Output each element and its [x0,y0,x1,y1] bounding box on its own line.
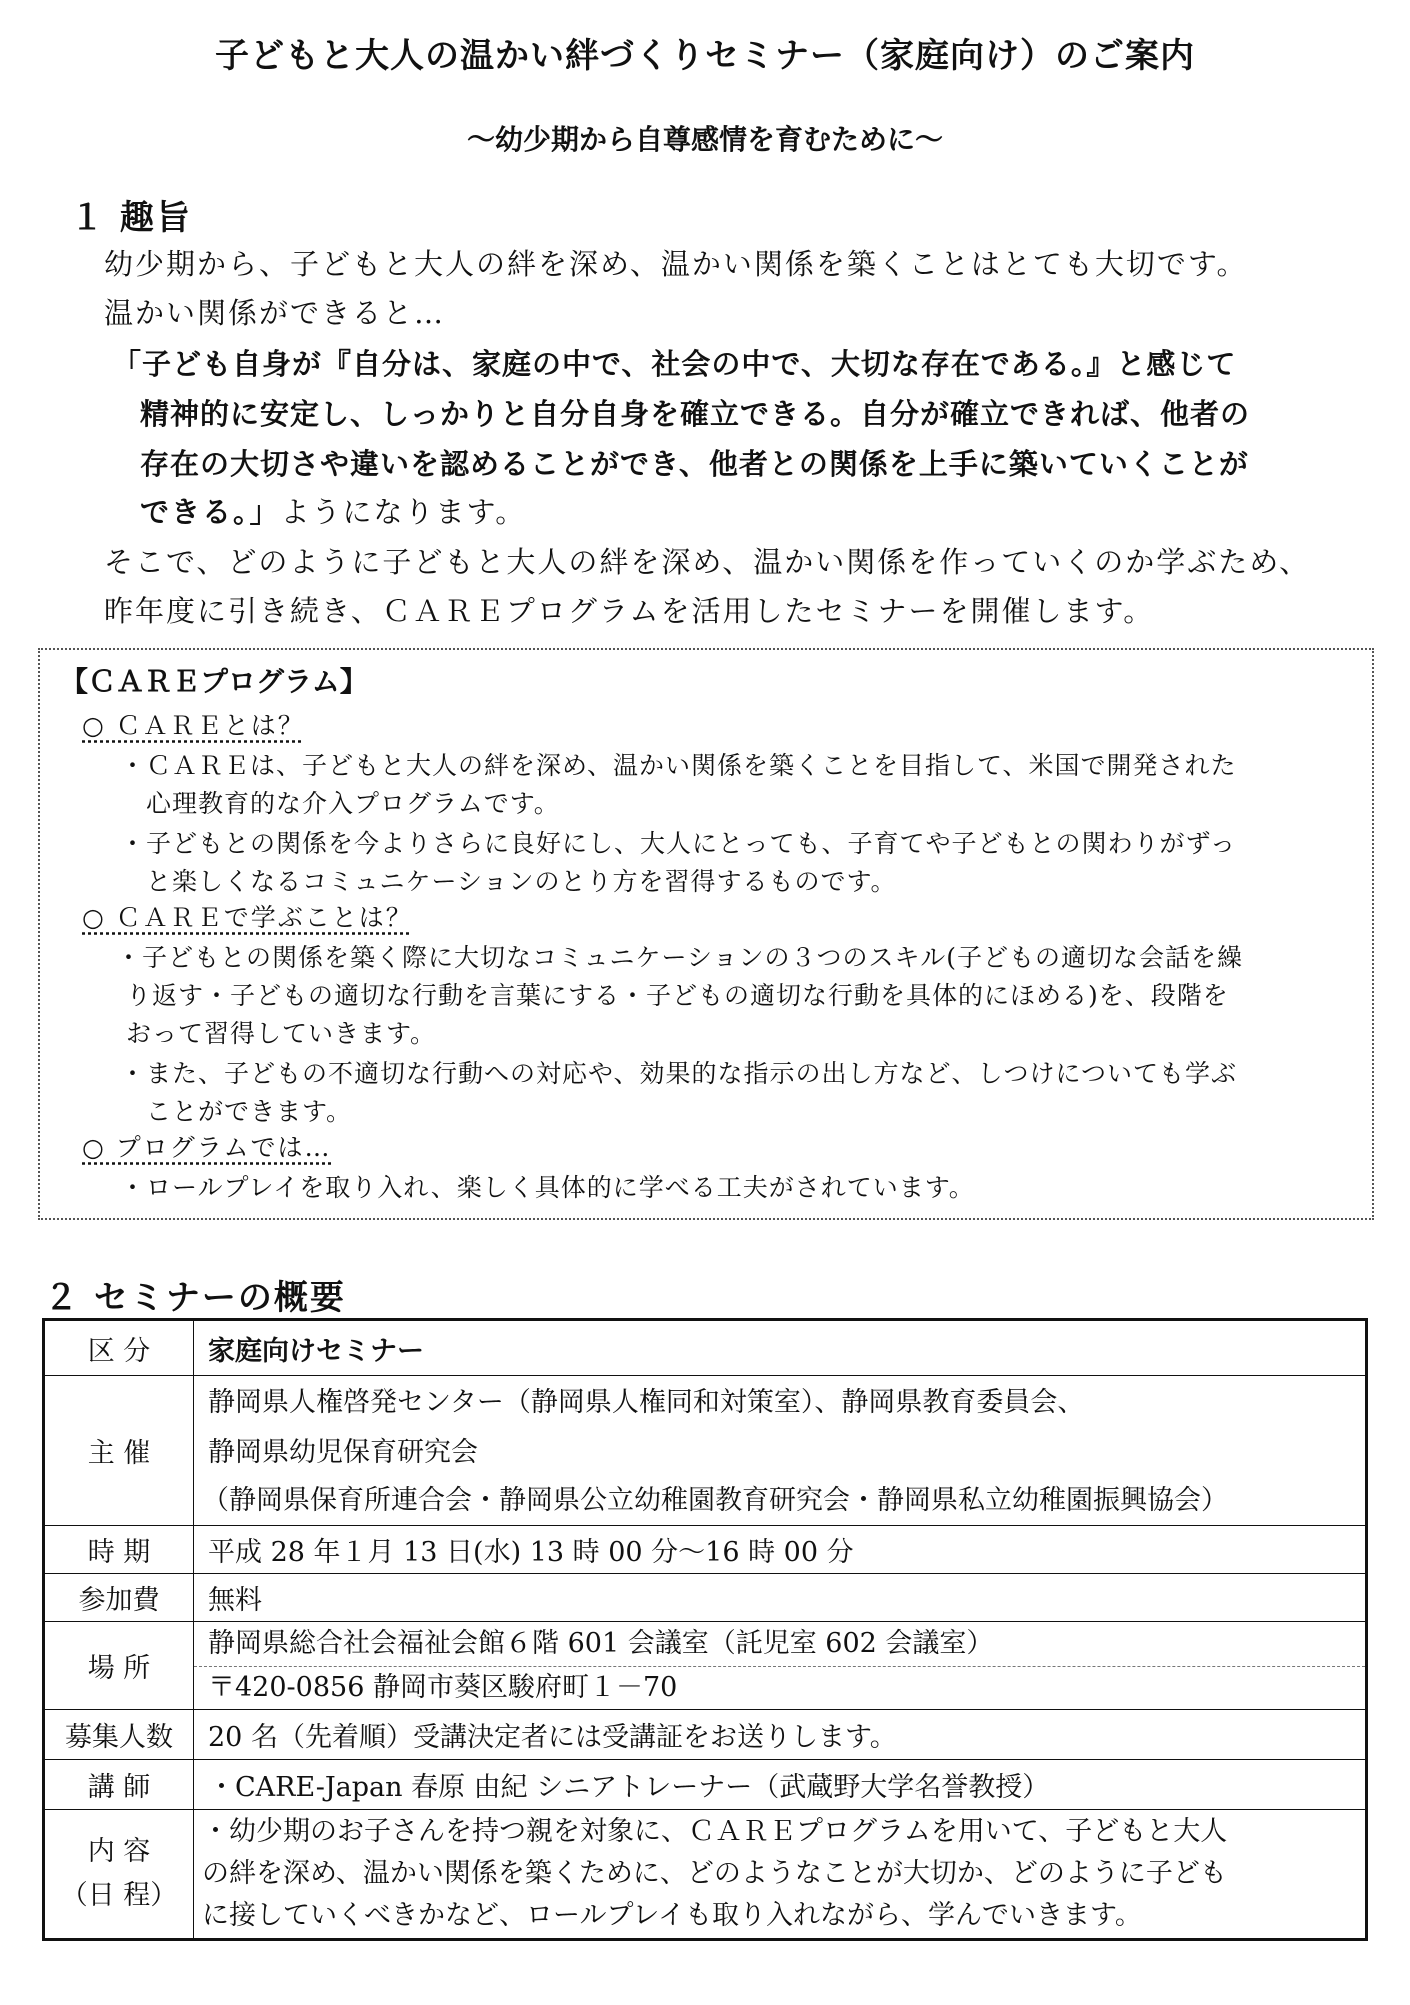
table-label-cell [44,1760,194,1810]
table-value-cell [194,1376,1367,1526]
section-heading-overview: ２ セミナーの概要 [44,1278,346,1318]
value-boshu: 20 名（先着順）受講決定者には受講証をお送りします。 [208,1722,897,1753]
label-shusai: 主 催 [87,1438,151,1469]
value-shusai-line: （静岡県保育所連合会・静岡県公立幼稚園教育研究会・静岡県私立幼稚園振興協会） [202,1484,1228,1516]
table-row [44,1760,1367,1810]
purpose-line: ようになります。 [280,495,527,529]
table-label-cell [44,1574,194,1622]
table-row [44,1526,1367,1574]
purpose-line: 温かい関係ができると… [104,296,446,330]
purpose-quote-line: できる。」 [140,495,281,529]
purpose-line: 幼少期から、子どもと大人の絆を深め、温かい関係を築くことはとても大切です。 [104,247,1248,281]
table-value-cell [194,1710,1367,1760]
value-basho-line: 静岡県総合社会福祉会館６階 601 会議室（託児室 602 会議室） [208,1628,994,1659]
page-subtitle: ～幼少期から自尊感情を育むために～ [466,123,943,156]
label-basho: 場 所 [87,1653,151,1684]
label-koshi: 講 師 [87,1772,151,1803]
table-label-cell [44,1810,194,1940]
purpose-line: そこで、どのように子どもと大人の絆を深め、温かい関係を作っていくのか学ぶため、 [104,545,1311,579]
table-row [44,1710,1367,1760]
care-bullet: ・また、子どもの不適切な行動への対応や、効果的な指示の出し方など、しつけについても学ぶ [120,1059,1238,1088]
table-label-cell [44,1710,194,1760]
value-koshi: ・CARE-Japan 春原 由紀 シニアトレーナー（武蔵野大学名誉教授） [208,1772,1050,1803]
value-naiyo-line: の絆を深め、温かい関係を築くために、どのようなことが大切か、どのように子ども [202,1858,1227,1889]
purpose-quote-end [140,490,526,531]
value-sankahi: 無料 [208,1585,262,1616]
table-value-cell [194,1810,1367,1940]
label-nittei: （日 程） [60,1880,178,1911]
care-bullet: ・子どもとの関係を築く際に大切なコミュニケーションの３つのスキル(子どもの適切な会話を繰 [116,943,1244,972]
care-question: ○ プログラムでは… [82,1133,332,1162]
table-label-cell [44,1320,194,1376]
care-bullet: ・子どもとの関係を今よりさらに良好にし、大人にとっても、子育てや子どもとの関わりがずっ [120,829,1237,858]
table-value-cell [194,1622,1367,1710]
section-heading-purpose: １ 趣旨 [70,198,192,238]
table-label-cell [44,1526,194,1574]
table-row [44,1622,1367,1710]
table-row [44,1320,1367,1376]
care-program-title: 【ＣＡＲＥプログラム】 [60,665,368,698]
value-jiki: 平成 28 年１月 13 日(水) 13 時 00 分～16 時 00 分 [208,1537,854,1568]
table-label-cell [44,1622,194,1710]
label-kubun: 区 分 [87,1335,151,1367]
table-row [44,1376,1367,1526]
purpose-quote-line: 「子ども自身が『自分は、家庭の中で、社会の中で、大切な存在である。』と感じて [112,347,1237,381]
value-naiyo-line: ・幼少期のお子さんを持つ親を対象に、ＣＡＲＥプログラムを用いて、子どもと大人 [202,1816,1228,1847]
table-value-cell [194,1526,1367,1574]
label-boshu: 募集人数 [65,1722,173,1753]
value-kubun: 家庭向けセミナー [208,1335,424,1367]
label-naiyo: 内 容 [87,1836,151,1867]
care-question: ○ ＣＡＲＥとは？ [82,711,305,740]
table-value-cell [194,1760,1367,1810]
care-bullet: ・ＣＡＲＥは、子どもと大人の絆を深め、温かい関係を築くことを目指して、米国で開発された [120,751,1237,780]
care-bullet: と楽しくなるコミュニケーションのとり方を習得するものです。 [146,867,897,896]
page-title: 子どもと大人の温かい絆づくりセミナー（家庭向け）のご案内 [215,36,1195,76]
table-row [44,1574,1367,1622]
care-bullet: おって習得していきます。 [126,1019,437,1048]
care-bullet: 心理教育的な介入プログラムです。 [146,789,560,818]
care-question: ○ ＣＡＲＥで学ぶことは？ [82,903,413,932]
table-value-cell [194,1320,1367,1376]
care-bullet: ことができます。 [146,1097,353,1126]
table-label-cell [44,1376,194,1526]
label-jiki: 時 期 [87,1537,151,1568]
table-value-cell [194,1574,1367,1622]
care-bullet: ・ロールプレイを取り入れ、楽しく具体的に学べる工夫がされています。 [120,1173,975,1202]
value-shusai-line: 静岡県人権啓発センター（静岡県人権同和対策室）、静岡県教育委員会、 [208,1386,1085,1418]
table-row [44,1810,1367,1940]
purpose-line: 昨年度に引き続き、ＣＡＲＥプログラムを活用したセミナーを開催します。 [104,594,1155,628]
value-basho-line: 〒420-0856 静岡市葵区駿府町１－70 [194,1666,1365,1709]
value-shusai-line: 静岡県幼児保育研究会 [208,1436,478,1468]
purpose-quote-line: 存在の大切さや違いを認めることができ、他者との関係を上手に築いていくことが [140,447,1249,481]
seminar-overview-table [42,1318,1368,1941]
purpose-quote-line: 精神的に安定し、しっかりと自分自身を確立できる。自分が確立できれば、他者の [140,397,1251,431]
care-bullet: り返す・子どもの適切な行動を言葉にする・子どもの適切な行動を具体的にほめる)を、段階を [126,981,1229,1010]
value-naiyo-line: に接していくべきかなど、ロールプレイも取り入れながら、学んでいきます。 [202,1900,1142,1931]
label-sankahi: 参加費 [78,1585,160,1616]
